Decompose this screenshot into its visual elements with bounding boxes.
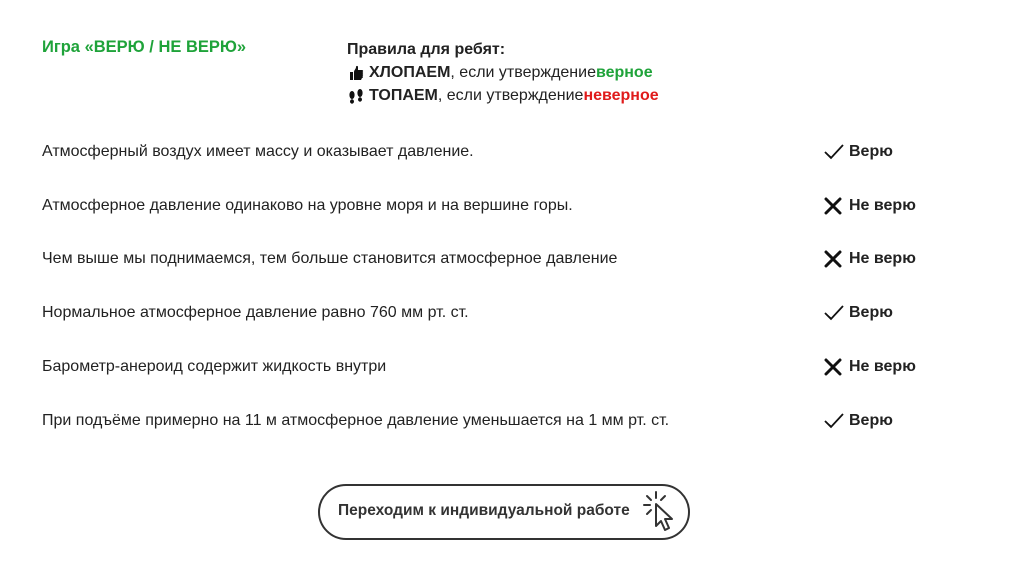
verdict: [823, 247, 916, 271]
rule-stomp-action: ТОПАЕМ: [369, 87, 438, 104]
statement-text: Чем выше мы поднимаемся, тем больше становится атмосферное давление: [42, 250, 618, 267]
rule-stomp-middle: , если утверждение: [437, 87, 584, 104]
next-work-button-label: Переходим к индивидуальной работе: [338, 502, 630, 519]
statement-text: Атмосферный воздух имеет массу и оказывает давление.: [42, 143, 474, 160]
statement-row: [42, 409, 942, 433]
statement-text: При подъёме примерно на 11 м атмосферное давление уменьшается на 1 мм рт. ст.: [42, 412, 670, 429]
next-work-button[interactable]: [318, 484, 690, 540]
rule-clap: [347, 61, 659, 84]
statement-row: [42, 140, 942, 164]
verdict-label: Верю: [849, 412, 893, 429]
clapping-hand-icon: [347, 64, 367, 82]
verdict: [823, 140, 893, 164]
rule-stomp-word: неверное: [583, 87, 659, 104]
statement-text: Атмосферное давление одинаково на уровне моря и на вершине горы.: [42, 197, 573, 214]
statement-row: [42, 194, 942, 218]
statement-row: [42, 301, 942, 325]
verdict-label: Не верю: [849, 197, 916, 214]
verdict-label: Не верю: [849, 250, 916, 267]
page-title: Игра «ВЕРЮ / НЕ ВЕРЮ»: [42, 38, 247, 56]
rule-clap-word: верное: [595, 64, 653, 81]
checkmark-icon: [823, 303, 849, 323]
cross-icon: [823, 249, 849, 269]
rule-clap-middle: , если утверждение: [450, 64, 596, 81]
statement-text: Барометр-анероид содержит жидкость внутри: [42, 358, 387, 375]
verdict: [823, 409, 893, 433]
cross-icon: [823, 196, 849, 216]
verdict-label: Не верю: [849, 358, 916, 375]
rules-box: [347, 38, 659, 107]
verdict: [823, 301, 893, 325]
statement-text: Нормальное атмосферное давление равно 760 мм рт. ст.: [42, 304, 469, 321]
cross-icon: [823, 357, 849, 377]
verdict: [823, 355, 916, 379]
verdict-label: Верю: [849, 143, 893, 160]
statement-row: [42, 247, 942, 271]
checkmark-icon: [823, 411, 849, 431]
checkmark-icon: [823, 142, 849, 162]
verdict: [823, 194, 916, 218]
rules-heading: Правила для ребят:: [347, 41, 506, 58]
footprints-icon: [347, 87, 367, 105]
click-cursor-icon: [642, 490, 682, 539]
verdict-label: Верю: [849, 304, 893, 321]
rule-stomp: [347, 84, 659, 107]
statement-row: [42, 355, 942, 379]
rule-clap-action: ХЛОПАЕМ: [369, 64, 451, 81]
